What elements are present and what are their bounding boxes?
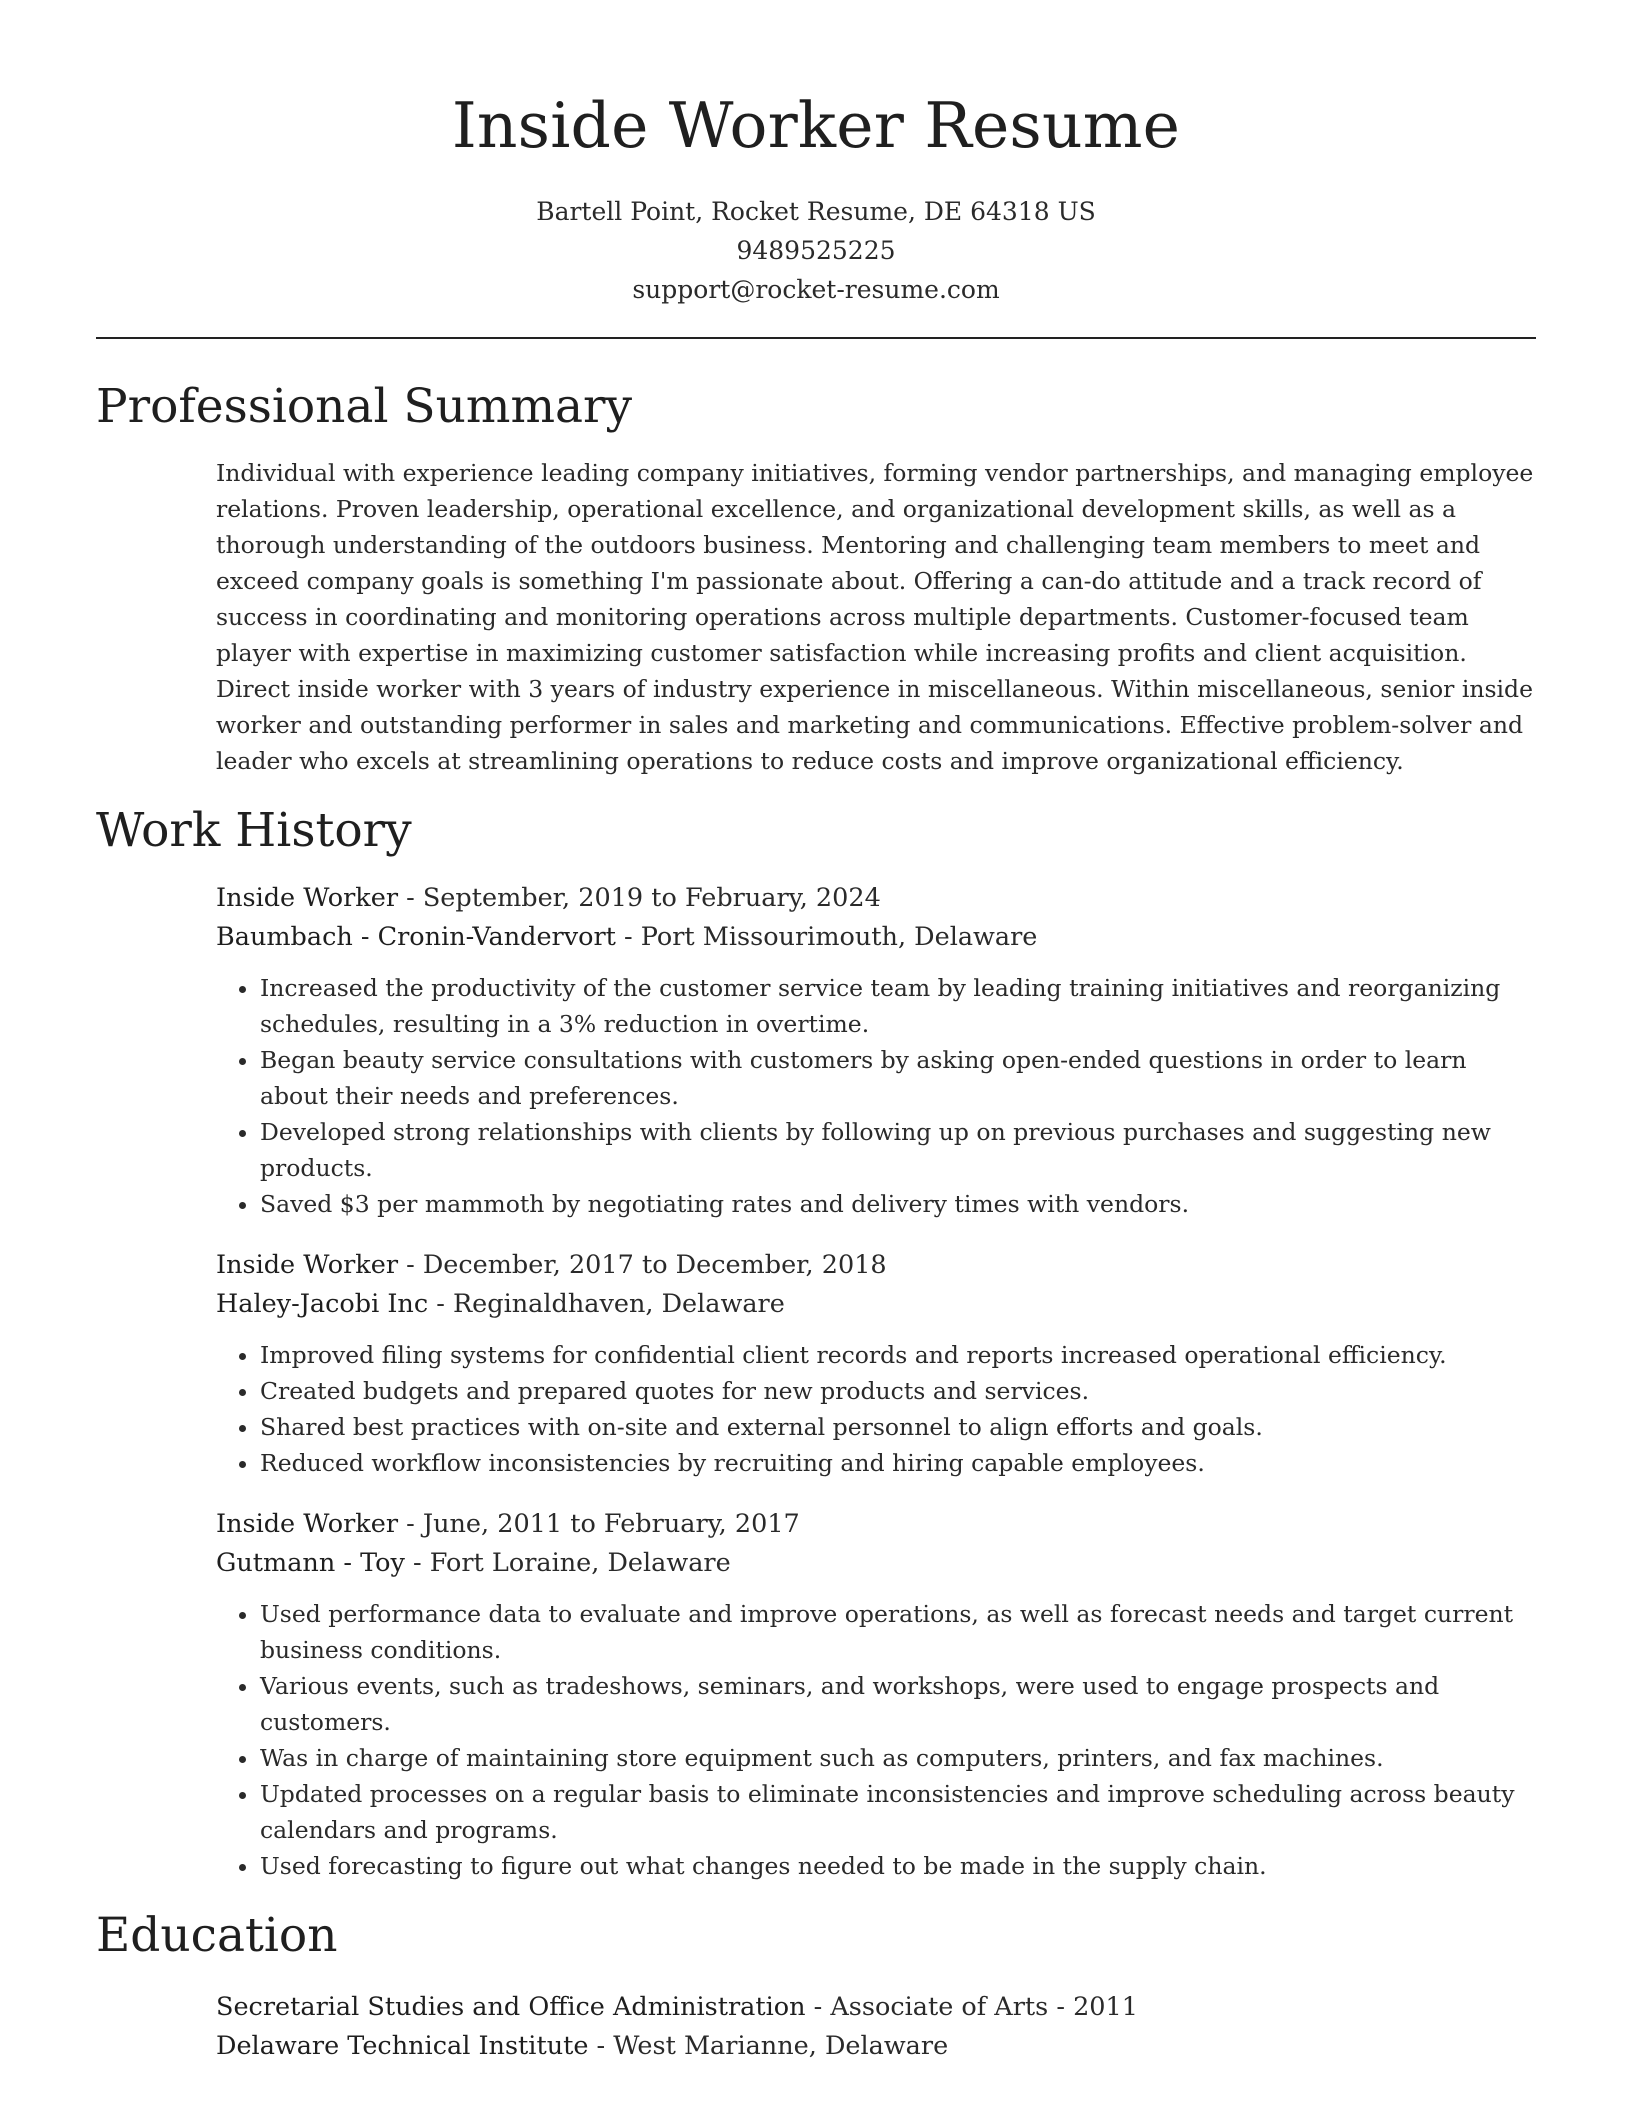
contact-email: support@rocket-resume.com — [632, 275, 1000, 304]
job-role: Inside Worker — [216, 1509, 399, 1539]
contact-phone: 9489525225 — [736, 236, 896, 265]
job-role: Inside Worker — [216, 883, 399, 913]
job-title-line — [216, 1246, 1536, 1285]
job-bullet: • Created budgets and prepared quotes for new products and services. — [260, 1373, 1536, 1409]
job-bullet: • Updated processes on a regular basis to eliminate inconsistencies and improve scheduling across beauty calendars and programs. — [260, 1776, 1536, 1848]
job-bullet: • Was in charge of maintaining store equipment such as computers, printers, and fax machines. — [260, 1740, 1536, 1776]
job-company-line — [216, 1285, 1536, 1324]
section-title-education: Education — [96, 1908, 338, 1963]
job-bullets — [216, 970, 1536, 1222]
job-bullet: • Shared best practices with on-site and external personnel to align efforts and goals. — [260, 1409, 1536, 1445]
education-school-line — [216, 2027, 1536, 2066]
job-company: Haley-Jacobi Inc — [216, 1289, 429, 1319]
job-bullet: • Improved filing systems for confidential client records and reports increased operational efficiency. — [260, 1337, 1536, 1373]
education-field: Secretarial Studies and Office Administration — [216, 1992, 806, 2022]
job-dates: - June, 2011 to February, 2017 — [398, 1509, 800, 1539]
job-role: Inside Worker — [216, 1250, 399, 1280]
job-location: - Port Missourimouth, Delaware — [615, 922, 1038, 952]
education-location: - West Marianne, Delaware — [588, 2031, 949, 2061]
job-company-line — [216, 918, 1536, 957]
job-location: - Reginaldhaven, Delaware — [428, 1289, 785, 1319]
job-bullet: • Developed strong relationships with clients by following up on previous purchases and suggesting new products. — [260, 1114, 1536, 1186]
job-bullet: • Various events, such as tradeshows, seminars, and workshops, were used to engage prospects and customers. — [260, 1668, 1536, 1740]
header-divider — [96, 337, 1536, 339]
summary-text: Individual with experience leading company initiatives, forming vendor partnerships, and managing employee relations. Proven leadership, operational excellence, and organizational development skills, as well as a thorough understanding of the outdoors business. Mentoring and challenging team members to meet and exceed company goals is something I'm passionate about. Offering a can-do attitude and a track record of success in coordinating and monitoring operations across multiple departments. Customer-focused team player with expertise in maximizing customer satisfaction while increasing profits and client acquisition. Direct inside worker with 3 years of industry experience in miscellaneous. Within miscellaneous, senior inside worker and outstanding performer in sales and marketing and communications. Effective problem-solver and leader who excels at streamlining operations to reduce costs and improve organizational efficiency. — [216, 459, 1534, 775]
job-bullet: • Reduced workflow inconsistencies by recruiting and hiring capable employees. — [260, 1445, 1536, 1481]
education-degree-line — [216, 1988, 1536, 2027]
education-school: Delaware Technical Institute — [216, 2031, 589, 2061]
section-title-work-history: Work History — [96, 803, 412, 858]
job-bullets — [216, 1596, 1536, 1884]
job-bullet: • Used forecasting to figure out what changes needed to be made in the supply chain. — [260, 1848, 1536, 1884]
job-bullet: • Used performance data to evaluate and improve operations, as well as forecast needs and target current business conditions. — [260, 1596, 1536, 1668]
job-location: - Fort Loraine, Delaware — [404, 1548, 731, 1578]
job-dates: - September, 2019 to February, 2024 — [398, 883, 881, 913]
job-bullet: • Increased the productivity of the customer service team by leading training initiatives and reorganizing schedules, resulting in a 3% reduction in overtime. — [260, 970, 1536, 1042]
work-history-list — [216, 879, 1536, 1884]
job-entry — [216, 1505, 1536, 1884]
job-bullet: • Saved $3 per mammoth by negotiating rates and delivery times with vendors. — [260, 1186, 1536, 1222]
job-entry — [216, 1246, 1536, 1481]
job-dates: - December, 2017 to December, 2018 — [398, 1250, 887, 1280]
job-bullets — [216, 1337, 1536, 1481]
job-title-line — [216, 879, 1536, 918]
job-company: Baumbach - Cronin-Vandervort — [216, 922, 616, 952]
contact-address: Bartell Point, Rocket Resume, DE 64318 US — [536, 197, 1096, 226]
education-degree: - Associate of Arts - 2011 — [805, 1992, 1138, 2022]
education-list — [216, 1988, 1536, 2066]
contact-block — [96, 192, 1536, 309]
education-entry — [216, 1988, 1536, 2066]
job-entry — [216, 879, 1536, 1222]
job-title-line — [216, 1505, 1536, 1544]
resume-title: Inside Worker Resume — [451, 89, 1181, 162]
job-bullet: • Began beauty service consultations with customers by asking open-ended questions in order to learn about their needs and preferences. — [260, 1042, 1536, 1114]
job-company: Gutmann - Toy — [216, 1548, 405, 1578]
job-company-line — [216, 1544, 1536, 1583]
section-title-summary: Professional Summary — [96, 379, 633, 434]
resume-header — [96, 0, 1536, 309]
